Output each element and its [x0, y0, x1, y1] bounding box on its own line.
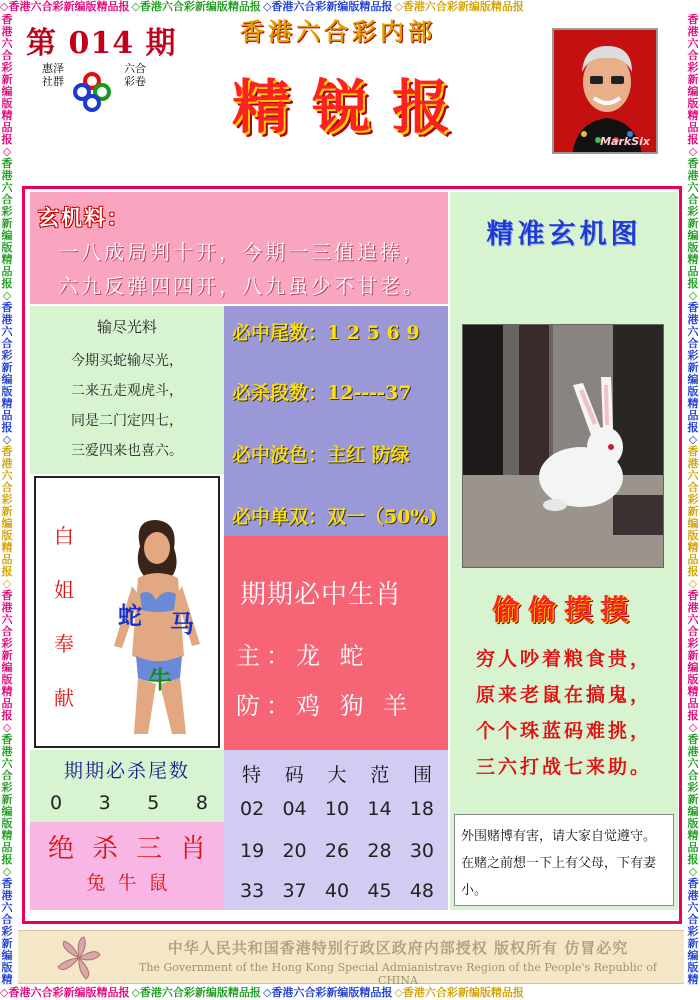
side-strip-char: 编 — [687, 517, 699, 530]
shawei-number: 3 — [98, 792, 111, 814]
side-strip-char: 新 — [687, 505, 699, 518]
side-strip-char: 品 — [1, 553, 13, 566]
tema-number: 37 — [282, 880, 307, 902]
shengxiao-panel — [224, 536, 448, 750]
side-strip-char: 报 — [1, 133, 13, 146]
side-strip-char: 港 — [687, 745, 699, 758]
rabbit-photo — [462, 324, 664, 568]
left-banner-strip — [0, 14, 14, 986]
shuchuang-line: 今期买蛇输尽光， — [71, 353, 183, 369]
shengxiao-guard: 防：鸡 狗 羊 — [236, 692, 414, 720]
side-strip-char: 新 — [687, 73, 699, 86]
bizhong-panel — [224, 306, 448, 536]
side-strip-char: 六 — [687, 613, 699, 626]
side-strip-char: 品 — [687, 697, 699, 710]
side-strip-char: 精 — [1, 109, 13, 122]
side-strip-char: 香 — [1, 301, 13, 314]
girl-caption-char: 白 — [54, 524, 74, 548]
side-strip-char: 版 — [687, 817, 699, 830]
side-strip-char: 品 — [1, 697, 13, 710]
side-strip-char: 精 — [687, 541, 699, 554]
side-strip-char: 新 — [687, 937, 699, 950]
side-strip-char: 版 — [687, 529, 699, 542]
girl-overlay-snake: 蛇 — [118, 601, 142, 630]
side-strip-char: 彩 — [687, 493, 699, 506]
org-right-label: 六合彩卷 — [124, 62, 146, 88]
side-strip-char: 编 — [687, 805, 699, 818]
side-strip-char: 品 — [687, 553, 699, 566]
side-strip-char: 香 — [1, 14, 13, 26]
shengxiao-main: 主：龙 蛇 — [236, 642, 370, 670]
tema-number: 19 — [240, 840, 265, 862]
tema-number: 30 — [409, 840, 434, 862]
tema-header-char: 围 — [412, 764, 432, 786]
rabbit-icon — [463, 325, 664, 568]
side-strip-char: 合 — [1, 337, 13, 350]
girl-caption-char: 奉 — [54, 632, 74, 656]
shuchuang-line: 二来五走观虎斗， — [71, 383, 183, 399]
side-strip-char: 编 — [687, 949, 699, 962]
side-strip-char: 精 — [687, 685, 699, 698]
side-strip-char: 六 — [687, 37, 699, 50]
side-strip-char: ◇ — [2, 865, 12, 878]
side-strip-char: ◇ — [688, 577, 698, 590]
side-strip-char: 精 — [1, 253, 13, 266]
tema-panel — [224, 750, 448, 910]
bizhong-tail-numbers: 必中尾数：1 2 5 6 9 — [232, 322, 420, 344]
shuchuang-title: 输尽光料 — [96, 318, 157, 336]
side-strip-char: 版 — [1, 241, 13, 254]
girl-caption-char: 姐 — [54, 578, 74, 602]
side-strip-char: 彩 — [687, 637, 699, 650]
side-strip-char: ◇ — [2, 433, 12, 446]
tema-number: 26 — [324, 840, 350, 862]
poem-line: 三六打战七来助。 — [475, 756, 652, 778]
side-strip-char: 新 — [687, 793, 699, 806]
side-strip-char: 编 — [1, 373, 13, 386]
side-strip-char: 香 — [687, 445, 699, 458]
side-strip-char: 编 — [1, 661, 13, 674]
bizhong-odd-even: 必中单双：双一（50%) — [232, 506, 438, 528]
girl-panel — [30, 474, 224, 750]
side-strip-char: 新 — [1, 505, 13, 518]
side-strip-char: 报 — [1, 421, 13, 434]
tema-header-char: 特 — [242, 764, 262, 786]
xuanji-panel — [30, 192, 448, 304]
side-strip-char: 港 — [1, 457, 13, 470]
xuanji-image-title: 精准玄机图 — [486, 219, 642, 250]
side-strip-char: 精 — [687, 829, 699, 842]
shawei-numbers — [44, 792, 214, 814]
side-strip-char: 编 — [687, 661, 699, 674]
side-strip-char: 合 — [687, 337, 699, 350]
side-strip-char: 港 — [1, 889, 13, 902]
side-strip-char: 香 — [687, 589, 699, 602]
side-strip-char: 合 — [687, 193, 699, 206]
side-strip-char: 合 — [687, 49, 699, 62]
side-strip-char: 编 — [687, 229, 699, 242]
side-strip-char: 合 — [687, 481, 699, 494]
side-strip-char: 品 — [687, 265, 699, 278]
side-strip-char: 彩 — [687, 205, 699, 218]
bizhong-kill-range: 必杀段数：12----37 — [232, 382, 412, 404]
side-strip-char: 六 — [687, 325, 699, 338]
side-strip-char: 合 — [1, 193, 13, 206]
sanxiao-title: 绝杀三肖 — [48, 834, 225, 864]
bizhong-wave-color: 必中波色：主红 防绿 — [232, 444, 410, 466]
girl-photo-frame — [34, 476, 220, 748]
side-strip-char: 六 — [1, 37, 13, 50]
side-strip-char: 品 — [687, 409, 699, 422]
bottom-strip-text: ◇香港六合彩新编版精品报 — [131, 986, 261, 999]
top-strip-text: ◇香港六合彩新编版精品报 — [131, 0, 261, 13]
side-strip-char: 港 — [687, 25, 699, 38]
poem-line: 原来老鼠在搞鬼， — [475, 684, 652, 706]
shengxiao-title: 期期必中生肖 — [240, 580, 403, 610]
side-strip-char: 编 — [1, 949, 13, 962]
side-strip-char: 版 — [1, 385, 13, 398]
side-strip-char: 版 — [1, 529, 13, 542]
side-strip-char: ◇ — [688, 289, 698, 302]
side-strip-char: 版 — [687, 97, 699, 110]
footer-banner — [18, 930, 684, 987]
sanxiao-panel — [30, 822, 224, 910]
portrait-photo — [552, 28, 658, 154]
side-strip-char: 报 — [687, 277, 699, 290]
side-strip-char: 港 — [687, 169, 699, 182]
shawei-panel — [30, 750, 224, 822]
xuanji-line: 一八成局判十开，今期一三值追捧， — [58, 240, 426, 264]
side-strip-char: 香 — [1, 589, 13, 602]
side-strip-char: 报 — [687, 709, 699, 722]
side-strip-char: 精 — [687, 397, 699, 410]
side-strip-char: 新 — [1, 73, 13, 86]
side-strip-char: 编 — [1, 85, 13, 98]
tema-number: 20 — [282, 840, 307, 862]
side-strip-char: 编 — [1, 805, 13, 818]
footer-chinese-text: 中华人民共和国香港特别行政区政府内部授权 版权所有 仿冒必究 — [167, 939, 629, 957]
side-strip-char: 报 — [687, 853, 699, 866]
side-strip-char: 报 — [687, 421, 699, 434]
xuanji-label: 玄机料： — [38, 205, 130, 230]
side-strip-char: 编 — [1, 229, 13, 242]
side-strip-char: 港 — [687, 601, 699, 614]
issue-number: 第 014 期 — [26, 26, 177, 61]
footer-english-text: The Government of the Hong Kong Special Admianistrave Region of the People's Republic of CHINA — [139, 961, 657, 987]
tema-number: 10 — [324, 798, 350, 820]
shuchuang-line: 同是二门定四七， — [71, 413, 183, 429]
side-strip-char: 合 — [1, 481, 13, 494]
side-strip-char: 版 — [1, 97, 13, 110]
side-strip-char: 彩 — [1, 637, 13, 650]
side-strip-char: 品 — [1, 121, 13, 134]
girl-overlay-horse: 马 — [170, 609, 194, 638]
side-strip-char: 新 — [687, 217, 699, 230]
side-strip-char: 港 — [687, 457, 699, 470]
side-strip-char: 六 — [1, 757, 13, 770]
side-strip-char: 新 — [1, 793, 13, 806]
side-strip-char: 港 — [687, 889, 699, 902]
side-strip-char: 合 — [687, 913, 699, 926]
org-left-label: 惠泽社群 — [42, 62, 64, 88]
side-strip-char: 香 — [687, 157, 699, 170]
tema-header-char: 大 — [327, 764, 347, 786]
side-strip-char: ◇ — [688, 145, 698, 158]
side-strip-char: 精 — [687, 253, 699, 266]
poem-line: 个个珠蓝码难挑， — [475, 720, 652, 742]
side-strip-char: 香 — [687, 733, 699, 746]
side-strip-char: 彩 — [687, 925, 699, 938]
side-strip-char: 彩 — [1, 61, 13, 74]
side-strip-char: 香 — [1, 733, 13, 746]
side-strip-char: 港 — [1, 601, 13, 614]
side-strip-char: 彩 — [687, 61, 699, 74]
girl-caption-char: 献 — [54, 686, 74, 710]
side-strip-char: 六 — [687, 757, 699, 770]
side-strip-char: 彩 — [1, 925, 13, 938]
shawei-number: 0 — [50, 792, 63, 814]
side-strip-char: 港 — [1, 745, 13, 758]
sanxiao-list: 兔牛鼠 — [86, 872, 180, 894]
tema-header — [242, 760, 432, 787]
right-banner-strip — [686, 14, 700, 986]
side-strip-char: 精 — [1, 685, 13, 698]
side-strip-char: 版 — [1, 961, 13, 974]
side-strip-char: 新 — [687, 649, 699, 662]
side-strip-char: ◇ — [688, 721, 698, 734]
side-strip-char: 香 — [687, 301, 699, 314]
side-strip-char: 香 — [1, 157, 13, 170]
side-strip-char: 报 — [1, 853, 13, 866]
side-strip-char: 精 — [1, 973, 13, 986]
side-strip-char: 编 — [1, 517, 13, 530]
side-strip-char: 六 — [1, 181, 13, 194]
side-strip-char: 版 — [687, 241, 699, 254]
tema-header-char: 范 — [370, 764, 390, 786]
side-strip-char: 香 — [687, 14, 699, 26]
side-strip-char: 合 — [1, 49, 13, 62]
side-strip-char: 六 — [1, 613, 13, 626]
side-strip-char: 合 — [1, 913, 13, 926]
tema-number: 40 — [324, 880, 350, 902]
side-strip-char: 报 — [687, 133, 699, 146]
side-strip-char: 六 — [687, 469, 699, 482]
shawei-number: 5 — [147, 792, 160, 814]
xuanji-line: 六九反弹四四开，八九虽少不甘老。 — [58, 274, 426, 298]
top-strip-text: ◇香港六合彩新编版精品报 — [262, 0, 393, 13]
tema-number: 18 — [409, 798, 434, 820]
side-strip-char: ◇ — [2, 145, 12, 158]
side-strip-char: 品 — [687, 121, 699, 134]
side-strip-char: 编 — [687, 373, 699, 386]
side-strip-char: 精 — [1, 541, 13, 554]
side-strip-char: 新 — [1, 361, 13, 374]
top-strip-text: ◇香港六合彩新编版精品报 — [394, 0, 524, 13]
side-strip-char: 精 — [1, 829, 13, 842]
bauhinia-flower-icon — [54, 933, 104, 983]
side-strip-char: 品 — [687, 841, 699, 854]
side-strip-char: 新 — [1, 217, 13, 230]
side-strip-char: 合 — [1, 769, 13, 782]
tema-number: 28 — [367, 840, 392, 862]
side-strip-char: 新 — [1, 649, 13, 662]
side-strip-char: 香 — [687, 877, 699, 890]
bottom-strip-text: ◇香港六合彩新编版精品报 — [262, 986, 393, 999]
poem-line: 穷人吵着粮食贵， — [475, 648, 652, 670]
brand-mark: MarkSix — [600, 135, 650, 148]
side-strip-char: 彩 — [1, 493, 13, 506]
bottom-strip-text: ◇香港六合彩新编版精品报 — [394, 986, 524, 999]
side-strip-char: 新 — [1, 937, 13, 950]
toutou-momo-title: 偷偷摸摸 — [491, 593, 636, 626]
side-strip-char: 彩 — [1, 781, 13, 794]
side-strip-char: 品 — [1, 409, 13, 422]
tema-number: 04 — [282, 798, 307, 820]
side-strip-char: 港 — [1, 169, 13, 182]
side-strip-char: 精 — [687, 109, 699, 122]
tema-number: 02 — [240, 798, 265, 820]
top-strip-text: ◇香港六合彩新编版精品报 — [0, 0, 130, 13]
side-strip-char: 报 — [1, 277, 13, 290]
side-strip-char: 六 — [1, 901, 13, 914]
shuchuang-panel — [30, 306, 224, 474]
side-strip-char: 精 — [1, 397, 13, 410]
side-strip-char: 品 — [1, 265, 13, 278]
side-strip-char: 报 — [687, 565, 699, 578]
side-strip-char: 六 — [1, 325, 13, 338]
right-panel — [450, 192, 678, 910]
tema-row — [240, 798, 434, 820]
side-strip-char: ◇ — [688, 865, 698, 878]
tema-header-char: 码 — [284, 764, 304, 786]
side-strip-char: 彩 — [1, 349, 13, 362]
lottery-logo-icon — [72, 72, 112, 112]
side-strip-char: 六 — [687, 901, 699, 914]
side-strip-char: 新 — [687, 361, 699, 374]
side-strip-char: 彩 — [687, 781, 699, 794]
side-strip-char: 版 — [1, 673, 13, 686]
paper-title: 精锐报 — [232, 73, 473, 141]
side-strip-char: 版 — [687, 673, 699, 686]
tema-number: 45 — [367, 880, 392, 902]
shawei-title: 期期必杀尾数 — [63, 760, 190, 782]
tema-number: 48 — [409, 880, 434, 902]
tema-number: 14 — [367, 798, 392, 820]
side-strip-char: 报 — [1, 565, 13, 578]
shuchuang-line: 三爱四来也喜六。 — [71, 443, 183, 459]
side-strip-char: 版 — [1, 817, 13, 830]
side-strip-char: 合 — [1, 625, 13, 638]
side-strip-char: 港 — [1, 25, 13, 38]
side-strip-char: 版 — [687, 385, 699, 398]
bottom-strip-text: ◇香港六合彩新编版精品报 — [0, 986, 130, 999]
side-strip-char: 合 — [687, 769, 699, 782]
girl-overlay-ox: 牛 — [148, 665, 172, 694]
side-strip-char: 彩 — [1, 205, 13, 218]
gambling-notice: 外围赌博有害，请大家自觉遵守。在赌之前想一下上有父母，下有妻小。 — [454, 814, 674, 906]
tema-number: 33 — [240, 880, 265, 902]
tema-row — [240, 880, 434, 902]
side-strip-char: ◇ — [2, 289, 12, 302]
side-strip-char: 港 — [687, 313, 699, 326]
side-strip-char: 香 — [1, 877, 13, 890]
side-strip-char: 六 — [1, 469, 13, 482]
side-strip-char: 彩 — [687, 349, 699, 362]
side-strip-char: 版 — [687, 961, 699, 974]
side-strip-char: 编 — [687, 85, 699, 98]
side-strip-char: 六 — [687, 181, 699, 194]
bottom-banner-strip — [0, 986, 700, 1000]
side-strip-char: 报 — [1, 709, 13, 722]
side-strip-char: ◇ — [688, 433, 698, 446]
shawei-number: 8 — [195, 792, 208, 814]
side-strip-char: ◇ — [2, 721, 12, 734]
side-strip-char: 品 — [1, 841, 13, 854]
side-strip-char: 香 — [1, 445, 13, 458]
side-strip-char: 精 — [687, 973, 699, 986]
tema-row — [240, 840, 434, 862]
side-strip-char: ◇ — [2, 577, 12, 590]
side-strip-char: 合 — [687, 625, 699, 638]
paper-subtitle: 香港六合彩内部 — [240, 17, 436, 46]
side-strip-char: 港 — [1, 313, 13, 326]
